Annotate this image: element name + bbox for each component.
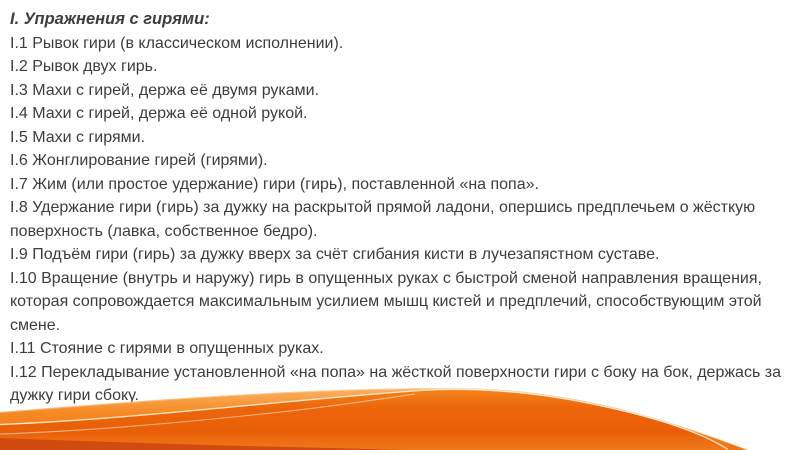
list-item: I.2 Рывок двух гирь. <box>10 58 158 75</box>
list-item: I.3 Махи с гирей, держа её двумя руками. <box>10 81 320 99</box>
exercise-list <box>10 32 792 408</box>
list-item: I.9 Подъём гири (гирь) за дужку вверх за счёт сгибания кисти в лучезапястном суставе. <box>10 246 660 263</box>
list-item: I.6 Жонглирование гирей (гирями). <box>10 152 268 169</box>
list-item: I.12 Перекладывание установленной «на попа» на жёсткой поверхности гири с боку на бок, держась за дужку гири сбоку. <box>10 363 781 404</box>
list-item: I.5 Махи с гирями. <box>10 128 146 146</box>
wave-front-layer <box>0 390 728 450</box>
slide-title: I. Упражнения с гирями: <box>10 10 210 28</box>
list-item: I.8 Удержание гири (гирь) за дужку на раскрытой прямой ладони, опершись предплечьем о жёсткую поверхность (лавка, собственное бедро). <box>10 199 756 240</box>
slide-text-block <box>10 8 792 408</box>
list-item: I.4 Махи с гирей, держа её одной рукой. <box>10 105 308 122</box>
wave-decoration <box>0 375 800 450</box>
list-item: I.1 Рывок гири (в классическом исполнении). <box>10 34 344 52</box>
list-item: I.10 Вращение (внутрь и наружу) гирь в опущенных руках с быстрой сменой направления вращения, которая сопровождается максимальным усилием мышц кистей и предплечий, способствующим этой смене. <box>10 269 762 334</box>
list-item: I.11 Стояние с гирями в опущенных руках. <box>10 340 324 357</box>
list-item: I.7 Жим (или простое удержание) гири (гирь), поставленной «на попа». <box>10 175 539 193</box>
